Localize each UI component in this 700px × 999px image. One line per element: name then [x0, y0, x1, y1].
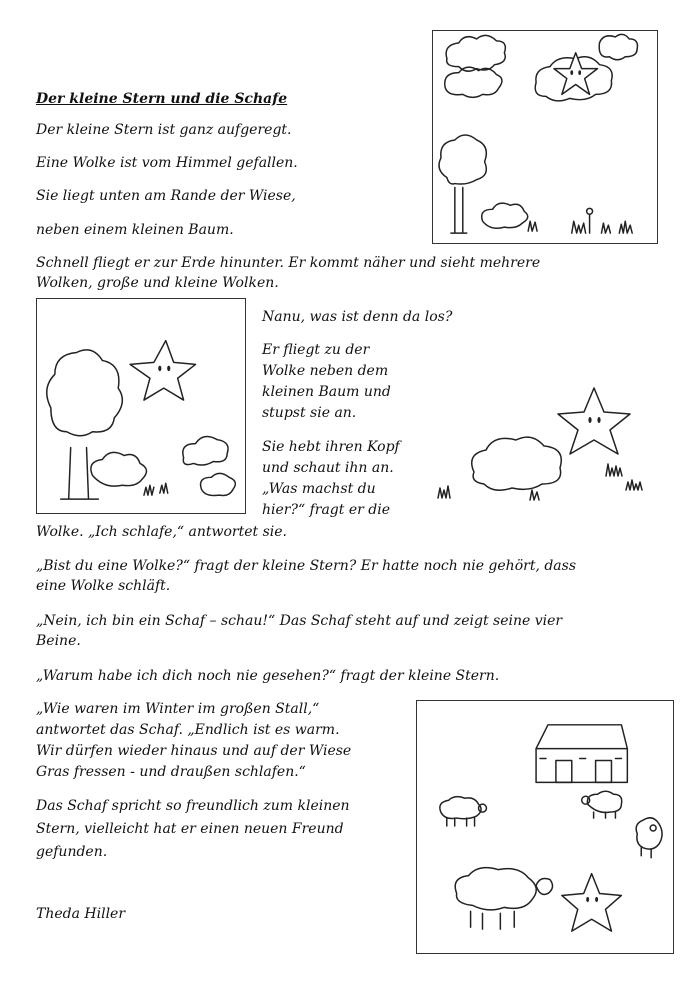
story-line: Beine.: [36, 633, 81, 649]
story-line: „Nein, ich bin ein Schaf – schau!“ Das Schaf steht auf und zeigt seine vier: [36, 613, 563, 629]
story-line: Wolke. „Ich schlafe,“ antwortet sie.: [36, 524, 287, 540]
star-icon: [558, 388, 630, 454]
cloud-icon: [91, 452, 147, 486]
story-line: neben einem kleinen Baum.: [36, 222, 234, 238]
story-line: Eine Wolke ist vom Himmel gefallen.: [36, 155, 298, 171]
story-line: Stern, vielleicht hat er einen neuen Freund: [36, 821, 344, 837]
grass: [438, 464, 642, 500]
cloud-icon: [482, 203, 528, 228]
story-line: Der kleine Stern ist ganz aufgeregt.: [36, 122, 292, 138]
star-icon: [130, 341, 195, 400]
story-line: antwortet das Schaf. „Endlich ist es warm.: [36, 722, 340, 738]
cloud-icon: [201, 473, 236, 495]
barn-icon: [536, 725, 627, 783]
story-line: Wolken, große und kleine Wolken.: [36, 275, 279, 291]
sheep-icon: [455, 868, 552, 930]
story-line: Wir dürfen wieder hinaus und auf der Wiese: [36, 743, 352, 759]
illustration-cloud-star-grass: [430, 380, 676, 510]
story-line: Gras fressen - und draußen schlafen.“: [36, 764, 306, 780]
story-line: Sie liegt unten am Rande der Wiese,: [36, 188, 296, 204]
story-title: Der kleine Stern und die Schafe: [36, 91, 288, 107]
author-name: Theda Hiller: [36, 906, 126, 922]
story-line: gefunden.: [36, 844, 108, 860]
story-line: Nanu, was ist denn da los?: [262, 309, 453, 325]
story-line: Sie hebt ihren Kopf: [262, 439, 400, 455]
sheep-icon: [636, 818, 662, 858]
story-line: hier?“ fragt er die: [262, 502, 390, 518]
grass: [144, 483, 168, 495]
tree-icon: [47, 350, 123, 499]
sheep-icon: [440, 797, 487, 826]
story-line: Das Schaf spricht so freundlich zum kleinen: [36, 798, 350, 814]
story-line: „Warum habe ich dich noch nie gesehen?“ fragt der kleine Stern.: [36, 668, 500, 684]
cloud-icon: [446, 35, 505, 71]
sheep-icon: [582, 791, 622, 818]
story-line: und schaut ihn an.: [262, 460, 394, 476]
story-line: kleinen Baum und: [262, 384, 391, 400]
flower-icon: [587, 208, 593, 214]
story-line: Er fliegt zu der: [262, 342, 370, 358]
story-line: eine Wolke schläft.: [36, 578, 171, 594]
cloud-icon: [183, 437, 228, 466]
illustration-tree-star: [36, 298, 246, 514]
cloud-icon: [445, 67, 502, 97]
story-line: Wolke neben dem: [262, 363, 389, 379]
grass: [528, 221, 632, 233]
story-line: „Was machst du: [262, 481, 376, 497]
cloud-icon: [599, 34, 637, 59]
star-icon: [562, 874, 622, 932]
illustration-sky-star-clouds: [432, 30, 658, 244]
story-line: Schnell fliegt er zur Erde hinunter. Er kommt näher und sieht mehrere: [36, 255, 541, 271]
tree-icon: [439, 135, 486, 233]
story-line: stupst sie an.: [262, 405, 357, 421]
story-line: „Bist du eine Wolke?“ fragt der kleine Stern? Er hatte noch nie gehört, dass: [36, 558, 577, 574]
story-line: „Wie waren im Winter im großen Stall,“: [36, 701, 320, 717]
illustration-barn-sheep: [416, 700, 674, 954]
cloud-icon: [472, 437, 562, 490]
